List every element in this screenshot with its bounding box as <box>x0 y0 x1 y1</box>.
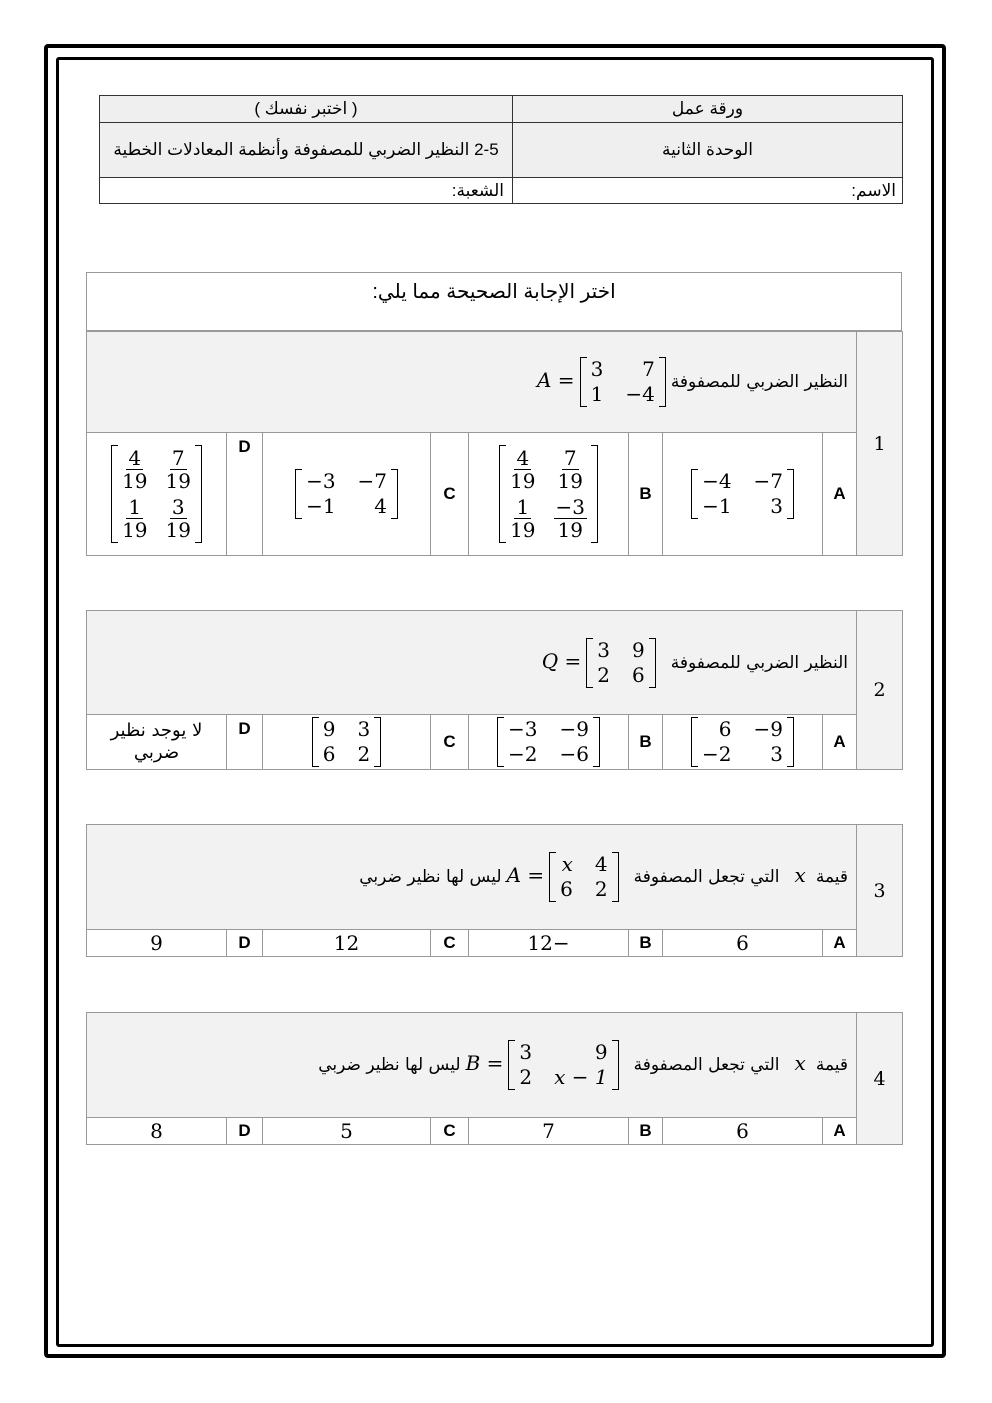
section-field[interactable] <box>100 178 513 204</box>
option-label-c: C <box>431 1118 469 1145</box>
option-a[interactable]: 6 <box>663 930 823 957</box>
unit-label: الوحدة الثانية <box>513 123 903 178</box>
option-label-a: A <box>823 433 857 556</box>
option-label-b: B <box>629 715 663 770</box>
stem-tail: ليس لها نظير ضربي <box>318 1054 461 1075</box>
header-table <box>99 95 903 204</box>
option-label-d: D <box>227 930 263 957</box>
section-label: الشعبة: <box>451 180 504 200</box>
stem-lhs: A = <box>537 367 575 392</box>
stem-variable: x <box>794 862 806 887</box>
option-c[interactable]: −3 −7 −1 4 <box>263 433 431 556</box>
question-stem <box>87 332 857 433</box>
option-label-c: C <box>431 715 469 770</box>
stem-matrix: 3 9 2 6 <box>586 638 655 688</box>
stem-text-2: التي تجعل المصفوفة <box>633 1054 780 1075</box>
question-1 <box>86 331 903 556</box>
worksheet-label: ورقة عمل <box>513 96 903 123</box>
stem-lhs: B = <box>465 1050 504 1075</box>
question-2 <box>86 610 903 770</box>
stem-text: قيمة <box>815 866 849 887</box>
option-label-a: A <box>823 930 857 957</box>
stem-matrix: 3 9 2 x − 1 <box>508 1040 618 1090</box>
stem-text-2: التي تجعل المصفوفة <box>633 866 780 887</box>
question-3 <box>86 824 903 957</box>
option-d[interactable]: لا يوجد نظير ضربي <box>87 715 227 770</box>
stem-text: النظير الضربي للمصفوفة <box>670 652 848 673</box>
question-number: 4 <box>857 1013 903 1145</box>
stem-matrix: 3 7 1 −4 <box>580 357 666 407</box>
option-c[interactable]: 9 3 6 2 <box>263 715 431 770</box>
question-number: 2 <box>857 611 903 770</box>
stem-lhs: Q = <box>541 648 582 673</box>
option-label-a: A <box>823 715 857 770</box>
option-b[interactable]: −12 <box>469 930 629 957</box>
stem-variable: x <box>794 1050 806 1075</box>
option-label-b: B <box>629 1118 663 1145</box>
question-stem <box>87 611 857 715</box>
stem-text: قيمة <box>815 1054 849 1075</box>
option-c[interactable]: 12 <box>263 930 431 957</box>
name-field[interactable] <box>513 178 903 204</box>
stem-tail: ليس لها نظير ضربي <box>359 866 502 887</box>
option-label-c: C <box>431 930 469 957</box>
option-label-d: D <box>227 715 263 770</box>
stem-matrix: x 4 6 2 <box>549 852 618 902</box>
option-label-a: A <box>823 1118 857 1145</box>
instruction-text: اختر الإجابة الصحيحة مما يلي: <box>87 273 902 331</box>
option-label-b: B <box>629 930 663 957</box>
test-yourself-label: ( اختبر نفسك ) <box>100 96 513 123</box>
option-d[interactable]: 8 <box>87 1118 227 1145</box>
option-d[interactable]: 4 19 7 19 1 19 3 19 <box>87 433 227 556</box>
option-b[interactable]: 7 <box>469 1118 629 1145</box>
question-4 <box>86 1012 903 1145</box>
option-b[interactable]: −3 −9 −2 −6 <box>469 715 629 770</box>
question-stem <box>87 825 857 930</box>
option-a[interactable]: −4 −7 −1 3 <box>663 433 823 556</box>
stem-lhs: A = <box>506 862 545 887</box>
lesson-title: 2-5 النظير الضربي للمصفوفة وأنظمة المعادلات الخطية <box>100 123 513 178</box>
option-b[interactable]: 4 19 7 19 1 19 −3 19 <box>469 433 629 556</box>
option-label-d: D <box>227 433 263 556</box>
question-number: 1 <box>857 332 903 556</box>
option-d[interactable]: 9 <box>87 930 227 957</box>
option-a[interactable]: 6 <box>663 1118 823 1145</box>
option-label-b: B <box>629 433 663 556</box>
question-number: 3 <box>857 825 903 957</box>
option-label-d: D <box>227 1118 263 1145</box>
option-a[interactable]: 6 −9 −2 3 <box>663 715 823 770</box>
stem-text: النظير الضربي للمصفوفة <box>670 371 849 392</box>
option-label-c: C <box>431 433 469 556</box>
instruction-box <box>86 272 902 331</box>
name-label: الاسم: <box>851 180 896 200</box>
question-stem <box>87 1013 857 1118</box>
option-c[interactable]: 5 <box>263 1118 431 1145</box>
